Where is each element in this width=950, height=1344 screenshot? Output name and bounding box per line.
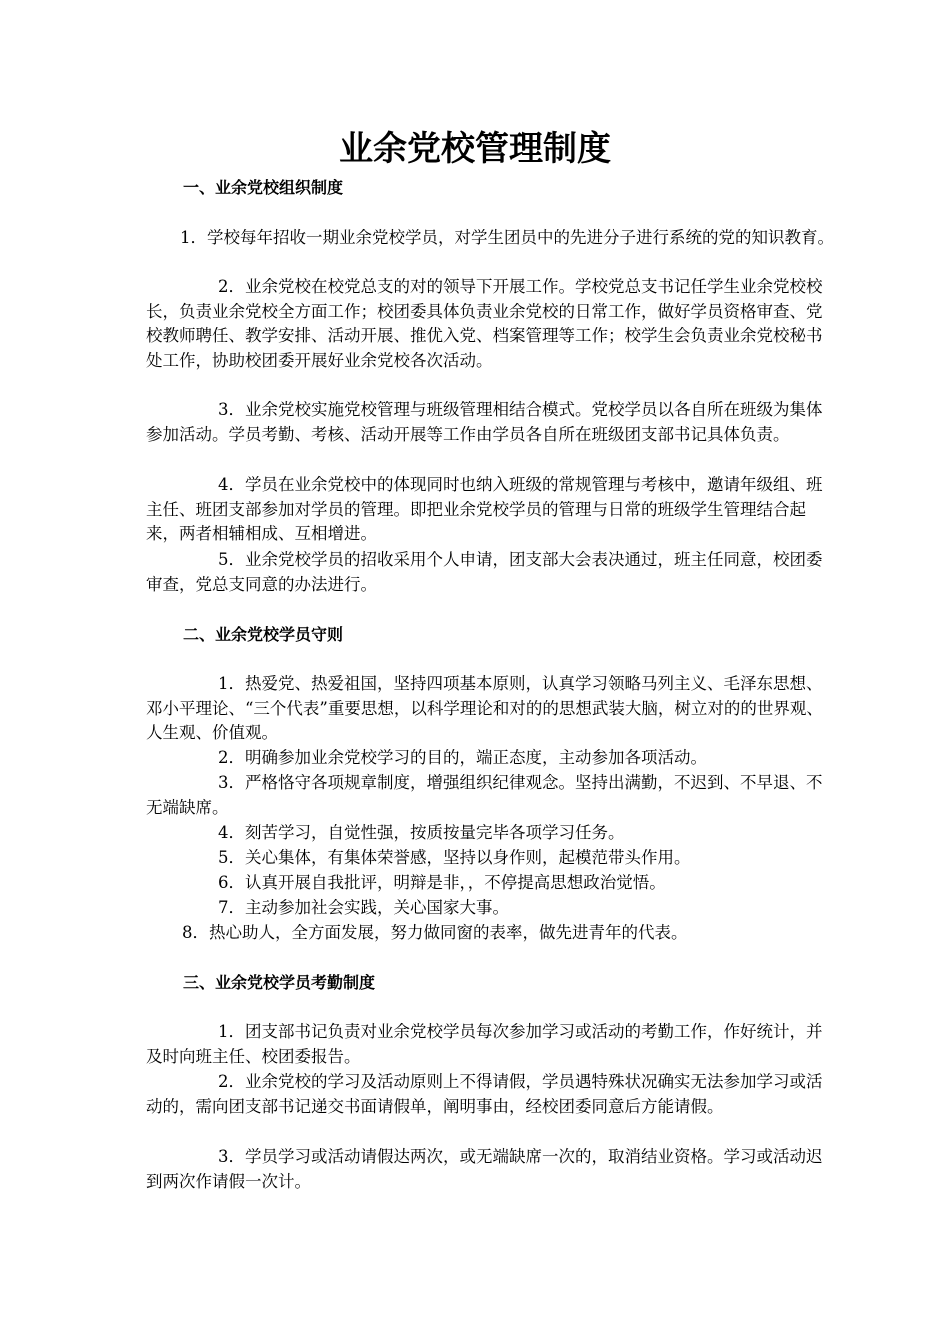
rule-item: 4．刻苦学习，自觉性强，按质按量完毕各项学习任务。 [218,823,625,842]
rule-paragraph: 3．严格恪守各项规章制度，增强组织纪律观念。坚持出满勤，不迟到、不早退、不无端缺席。 [146,773,823,817]
rule-paragraph: 2．业余党校在校党总支的对的领导下开展工作。学校党总支书记任学生业余党校校长，负责业余党校全方面工作；校团委具体负责业余党校的日常工作，做好学员资格审查、党校教师聘任、教学安排、活动开展、推优入党、档案管理等工作；校学生会负责业余党校秘书处工作，协助校团委开展好业余党校各次活动。 [146,277,823,370]
rule-paragraph: 2．业余党校的学习及活动原则上不得请假，学员遇特殊状况确实无法参加学习或活动的，需向团支部书记递交书面请假单，阐明事由，经校团委同意后方能请假。 [146,1072,823,1116]
rule-item: 8．热心助人，全方面发展，努力做同窗的表率，做先进青年的代表。 [182,923,688,942]
section-heading-student-code: 二、业余党校学员守则 [183,625,344,644]
rule-paragraph: 5．业余党校学员的招收采用个人申请，团支部大会表决通过，班主任同意，校团委审查，党总支同意的办法进行。 [146,550,823,594]
rule-paragraph: 1．团支部书记负责对业余党校学员每次参加学习或活动的考勤工作，作好统计，并及时向班主任、校团委报告。 [146,1022,823,1066]
rule-paragraph: 3．学员学习或活动请假达两次，或无端缺席一次的，取消结业资格。学习或活动迟到两次作请假一次计。 [146,1147,823,1191]
rule-item: 5．关心集体，有集体荣誉感，坚持以身作则，起模范带头作用。 [218,848,691,867]
rule-paragraph: 3．业余党校实施党校管理与班级管理相结合模式。党校学员以各自所在班级为集体参加活动。学员考勤、考核、活动开展等工作由学员各自所在班级团支部书记具体负责。 [146,400,823,444]
section-heading-attendance: 三、业余党校学员考勤制度 [183,973,376,992]
section-heading-organization: 一、业余党校组织制度 [183,178,344,197]
rule-item: 2．明确参加业余党校学习的目的，端正态度，主动参加各项活动。 [218,748,707,767]
document-title: 业余党校管理制度 [339,129,611,169]
rule-paragraph: 4．学员在业余党校中的体现同时也纳入班级的常规管理与考核中，邀请年级组、班主任、班团支部参加对学员的管理。即把业余党校学员的管理与日常的班级学生管理结合起来，两者相辅相成、互相增进。 [146,475,823,543]
rule-paragraph: 1．学校每年招收一期业余党校学员，对学生团员中的先进分子进行系统的党的知识教育。 [180,228,834,247]
rule-paragraph: 1．热爱党、热爱祖国，坚持四项基本原则，认真学习领略马列主义、毛泽东思想、邓小平理论、“三个代表”重要思想，以科学理论和对的的思想武装大脑，树立对的的世界观、人生观、价值观。 [146,674,823,742]
rule-item: 7．主动参加社会实践，关心国家大事。 [218,898,509,917]
rule-item: 6．认真开展自我批评，明辩是非，，不停提高思想政治觉悟。 [218,873,666,892]
